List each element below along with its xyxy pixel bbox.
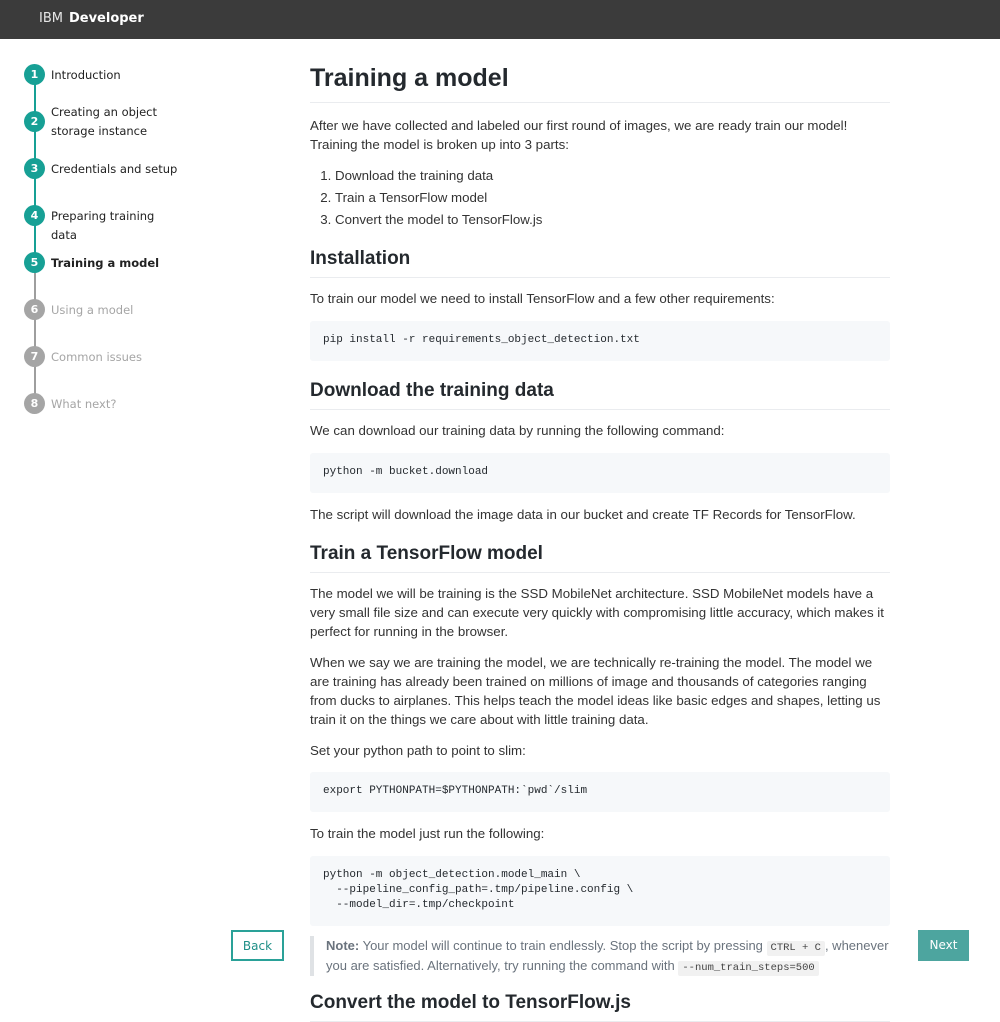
code-block-train-command[interactable]: python -m object_detection.model_main \ --pipeline_config_path=.tmp/pipeline.config \ --model_dir=.tmp/checkpoint bbox=[310, 856, 890, 926]
intro-paragraph: After we have collected and labeled our first round of images, we are ready train our model! Training the model is broken up into 3 parts: bbox=[310, 118, 848, 152]
step-number-badge: 4 bbox=[24, 205, 45, 226]
step-label: Using a model bbox=[51, 303, 134, 317]
installation-text: To train our model we need to install TensorFlow and a few other requirements: bbox=[310, 291, 775, 306]
note-label: Note: bbox=[326, 938, 360, 953]
step-number-badge: 6 bbox=[24, 299, 45, 320]
step-label: Preparing training data bbox=[51, 209, 155, 242]
train-paragraph-1: The model we will be training is the SSD MobileNet architecture. SSD MobileNet models have a very small file size and can execute very quickly with compromising little accuracy, which makes it perfect for running in the browser. bbox=[310, 586, 884, 639]
convert-heading: Convert the model to TensorFlow.js bbox=[310, 992, 890, 1022]
code-num-train-steps: --num_train_steps=500 bbox=[678, 961, 818, 976]
code-block-download[interactable]: python -m bucket.download bbox=[310, 453, 890, 493]
kbd-ctrl-c: CTRL + C bbox=[767, 941, 825, 956]
training-parts-list bbox=[335, 165, 885, 231]
step-label: Common issues bbox=[51, 350, 142, 364]
code-block-pythonpath[interactable]: export PYTHONPATH=$PYTHONPATH:`pwd`/slim bbox=[310, 772, 890, 812]
list-item: 3. Convert the model to TensorFlow.js bbox=[335, 209, 885, 231]
download-after-text: The script will download the image data in our bucket and create TF Records for TensorFlow. bbox=[310, 507, 856, 522]
step-credentials-and-setup[interactable] bbox=[24, 158, 224, 180]
step-training-a-model[interactable] bbox=[24, 252, 224, 274]
step-common-issues[interactable] bbox=[24, 346, 224, 368]
step-number-badge: 5 bbox=[24, 252, 45, 273]
step-number-badge: 8 bbox=[24, 393, 45, 414]
progress-line-remaining bbox=[34, 262, 36, 402]
installation-heading: Installation bbox=[310, 248, 890, 278]
brand-developer: Developer bbox=[68, 11, 144, 26]
back-button[interactable]: Back bbox=[231, 930, 284, 961]
train-paragraph-2: When we say we are training the model, we are technically re-training the model. The model we are training has already been trained on millions of image and thousands of categories ranging from ducks to airplanes. This helps teach the model ideas like basic edges and shapes, letting us train it on the things we care about with little training data. bbox=[310, 655, 881, 727]
list-item: 2. Train a TensorFlow model bbox=[335, 187, 885, 209]
download-text: We can download our training data by running the following command: bbox=[310, 423, 725, 438]
step-label: Training a model bbox=[51, 256, 160, 270]
step-number-badge: 7 bbox=[24, 346, 45, 367]
step-what-next[interactable] bbox=[24, 393, 224, 415]
note-text: Your model will continue to train endlessly. Stop the script by pressing bbox=[359, 938, 767, 953]
step-number-badge: 2 bbox=[24, 111, 45, 132]
ibm-developer-logo[interactable] bbox=[39, 11, 144, 26]
step-label: Creating an object storage instance bbox=[51, 105, 158, 138]
code-block-install[interactable]: pip install -r requirements_object_detection.txt bbox=[310, 321, 890, 361]
note-blockquote bbox=[310, 936, 890, 976]
train-paragraph-4: To train the model just run the following: bbox=[310, 826, 545, 841]
step-label: Introduction bbox=[51, 68, 121, 82]
step-number-badge: 3 bbox=[24, 158, 45, 179]
step-using-a-model[interactable] bbox=[24, 299, 224, 321]
brand-ibm: IBM bbox=[39, 11, 63, 26]
train-heading: Train a TensorFlow model bbox=[310, 543, 890, 573]
step-label: Credentials and setup bbox=[51, 162, 178, 176]
step-creating-object-storage[interactable] bbox=[24, 105, 224, 151]
step-number-badge: 1 bbox=[24, 64, 45, 85]
step-introduction[interactable] bbox=[24, 64, 224, 86]
download-heading: Download the training data bbox=[310, 380, 890, 410]
article-content bbox=[310, 0, 890, 1013]
step-label: What next? bbox=[51, 397, 117, 411]
list-item: 1. Download the training data bbox=[335, 165, 885, 187]
note-text: , whenever you are satisfied. Alternatively, try running the command with bbox=[326, 938, 889, 973]
page-title: Training a model bbox=[310, 64, 890, 103]
next-button[interactable]: Next bbox=[918, 930, 969, 961]
step-preparing-training-data[interactable] bbox=[24, 205, 224, 242]
train-paragraph-3: Set your python path to point to slim: bbox=[310, 743, 526, 758]
tutorial-steps-sidebar bbox=[24, 62, 224, 422]
